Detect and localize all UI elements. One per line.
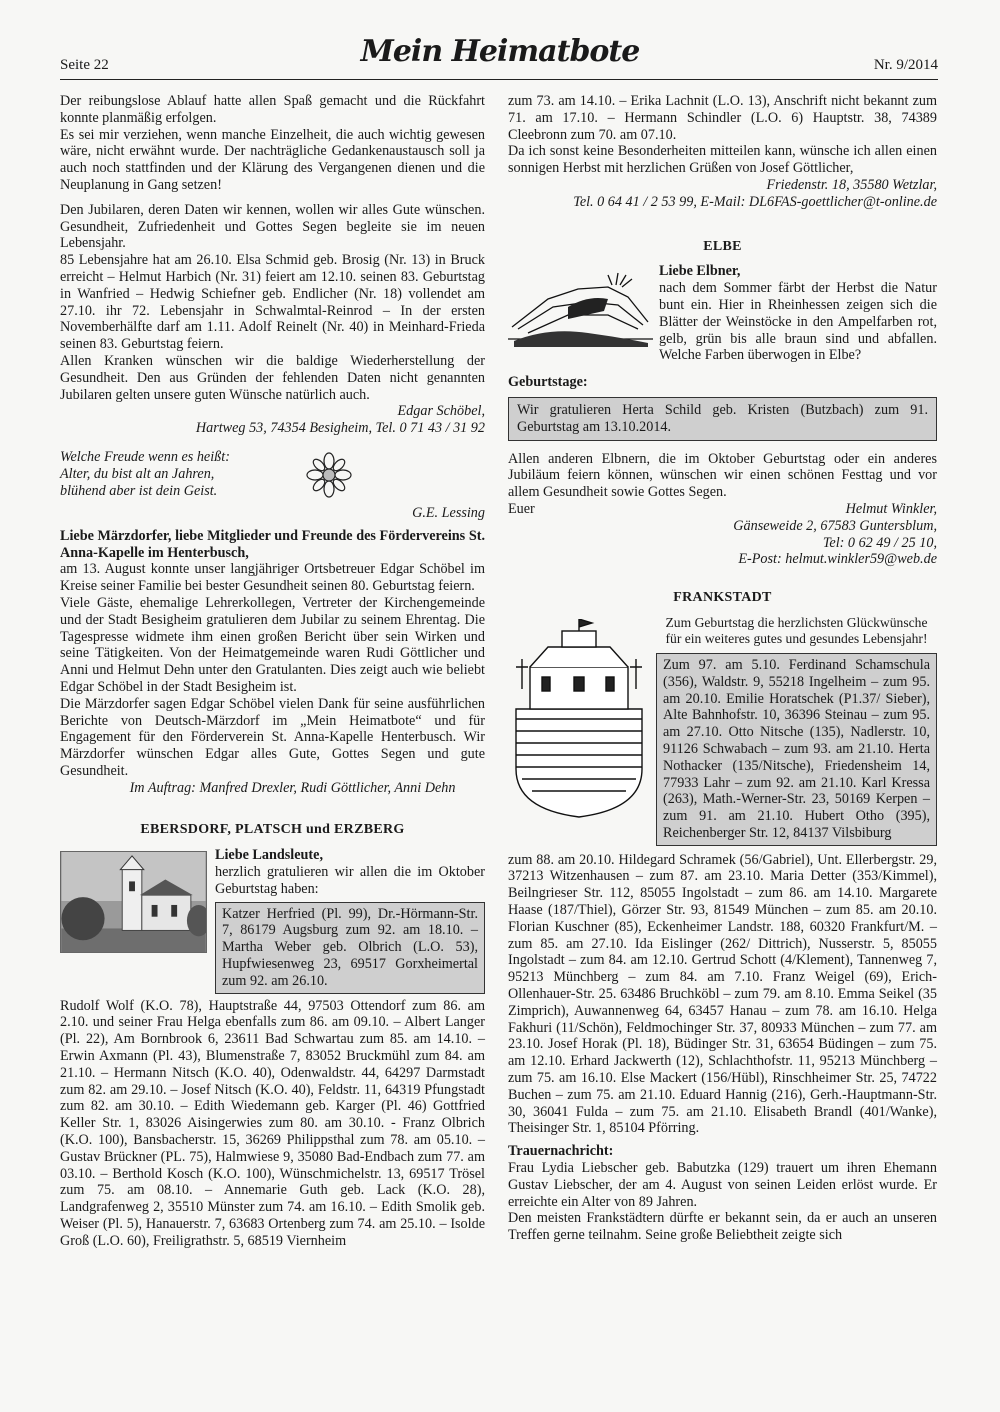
headline: Liebe Märzdorfer, liebe Mitglieder und Freunde des Fördervereins St. Anna-Kapelle im Henterbusch, xyxy=(60,527,485,561)
signature: Tel: 0 62 49 / 25 10, xyxy=(822,534,937,551)
ebersdorf-block xyxy=(60,847,485,993)
paragraph: Allen Kranken wünschen wir die baldige Wiederherstellung der Gesundheit. Den aus Gründen der fehlenden Daten nicht genannten Jubilaren gelten unsere guten Wünsche natürlich auch. xyxy=(60,352,485,403)
paragraph: 85 Lebensjahre hat am 26.10. Elsa Schmid geb. Brosig (Nr. 13) in Bruck erreicht – Helmut Harbich (Nr. 31) feiert am 12.10. seinen 83. Geburtstag in Wanfried – Hedwig Schiefner geb. Endlicher (Nr. 18) vollendet am 27.10. ihr 72. Lebensjahr in Schwalmtal-Reinrod – In der ersten Novemberhälfte darf am 1.11. Adolf Reinelt (Nr. 40) in Meinhard-Frieda seinen 83. Geburtstag feiern. xyxy=(60,252,485,353)
frankstadt-intro: Zum Geburtstag die herzlichsten Glückwünsche für ein weiteres gutes und gesundes Lebensjahr! xyxy=(665,614,928,646)
paragraph: am 13. August konnte unser langjähriger Ortsbetreuer Edgar Schöbel im Kreise seiner Familie bei bester Gesundheit seinen 80. Geburtstag feiern. xyxy=(60,561,485,595)
birthday-box: Katzer Herfried (Pl. 99), Dr.-Hörmann-Str. 7, 86179 Augsburg zum 92. am 18.10. – Martha Weber geb. Olbrich (L.O. 53), Hupfwiesenweg 23, 69517 Gorxheimertal zum 92. am 26.10. xyxy=(215,902,485,994)
flower-icon xyxy=(305,451,353,499)
paragraph: zum 73. am 14.10. – Erika Lachnit (L.O. 13), Anschrift nicht bekannt zum 71. am 17.10. – Hermann Schindler (L.O. 6) Hauptstr. 38, 74389 Cleebronn zum 70. am 07.10. xyxy=(508,93,937,143)
issue-number: Nr. 9/2014 xyxy=(873,57,938,73)
castle-emblem xyxy=(508,619,650,819)
paragraph: Da ich sonst keine Besonderheiten mitteilen kann, wünsche ich allen einen sonnigen Herbst mit herzlichen Grüßen von Josef Göttlicher, xyxy=(508,143,937,177)
signature: Helmut Winkler, xyxy=(845,500,937,517)
paragraph: Frau Lydia Liebscher geb. Babutzka (129) trauert um ihren Ehemann Gustav Liebscher, der am 4. August von seinen Leiden erlöst wurde. Er erreichte ein Alter von 89 Jahren. xyxy=(508,1160,937,1210)
paragraph: Es sei mir verziehen, wenn manche Einzelheit, die auch wichtig gewesen wäre, nicht erwähnt wurde. Der nachträgliche Gedankenaustausch soll ja auch noch stattfinden und der Klärung des Vergangenen dienen und die Neuplanung in Gang setzen! xyxy=(60,126,485,193)
signature: Im Auftrag: Manfred Drexler, Rudi Göttlicher, Anni Dehn xyxy=(129,779,456,796)
paragraph: Allen anderen Elbnern, die im Oktober Geburtstag oder ein anderes Jubiläum feiern können, wünschen wir einen schönen Festtag und vor allem Gesundheit sowie Gottes Segen. xyxy=(508,450,937,501)
signature: E-Post: helmut.winkler59@web.de xyxy=(738,551,937,568)
paragraph: Die Märzdorfer sagen Edgar Schöbel vielen Dank für seine ausführlichen Berichte von Deutsch-Märzdorf im „Mein Heimatbote“ und für Engagement für den Förderverein St. Anna-Kapelle Henterbusch. Wir Märzdorfer wünschen Edgar alles Gute, Gottes Segen und gute Gesundheit. xyxy=(60,695,485,779)
page-number: Seite 22 xyxy=(60,57,109,73)
quote-line: Alter, du bist alt an Jahren, xyxy=(60,465,215,482)
landscape-sketch xyxy=(508,267,653,347)
subheading: Geburtstage: xyxy=(508,374,588,391)
greeting: Liebe Elbner, xyxy=(659,263,741,280)
greeting: Liebe Landsleute, xyxy=(215,847,323,864)
paragraph: Den Jubilaren, deren Daten wir kennen, wollen wir alles Gute wünschen. Gesundheit, Zufriedenheit und Gottes Segen begleite sie im neuen Lebensjahr. xyxy=(60,201,485,252)
signature: Hartweg 53, 74354 Besigheim, Tel. 0 71 43 / 31 92 xyxy=(195,420,485,437)
signature: Edgar Schöbel, xyxy=(397,403,485,420)
paragraph: herzlich gratulieren wir allen die im Oktober Geburtstag haben: xyxy=(215,864,485,897)
quote-line: blühend aber ist dein Geist. xyxy=(60,482,218,499)
right-column xyxy=(508,93,937,1244)
quote-author: G.E. Lessing xyxy=(412,504,485,521)
paragraph: Der reibungslose Ablauf hatte allen Spaß gemacht und die Rückfahrt konnte planmäßig erfolgen. xyxy=(60,93,485,126)
left-column xyxy=(60,93,485,1250)
signature: Tel. 0 64 41 / 2 53 99, E-Mail: DL6FAS-goettlicher@t-online.de xyxy=(573,193,937,210)
signature: Gänseweide 2, 67583 Guntersblum, xyxy=(733,517,937,534)
paragraph: Den meisten Frankstädtern dürfte er bekannt sein, da er auch an unseren Treffen gerne teilnahm. Seine große Beliebtheit zeigte sich xyxy=(508,1210,937,1244)
paragraph: zum 88. am 20.10. Hildegard Schramek (56/Gabriel), Unt. Ellerbergstr. 29, 37213 Witzenhausen – zum 87. am 23.10. Maria Detter (353/Kimmel), Beilngrieser Str. 112, 85055 Ingolstadt – zum 86. am 14.10. Margarete Haase (187/Thiel), Görzer Str. 93, 81549 München – zum 85. am 20.10. Florian Kuschner (85), Eckenheimer Landstr. 188, 60320 Frankfurt/M. – zum 85. am 27.10. Ida Eislinger (262/ Dittrich), Nusserstr. 5, 85055 Ingolstadt – zum 84. am 12.10. Gertrud Schott (4/Klement), Tannenweg 7, 95213 Münchberg – zum 84. am 7.10. Franz Weigel (69), Erich-Ollenhauer-Str. 25. 63486 Bruchköbl – zum 79. am 8.10. Emma Seikel (35 Zimprich), Auwannenweg 64, 63457 Hanau – zum 78. am 16.10. Helga Fakhuri (11/Schön), Feldmochinger Str. 37, 80933 München – zum 77. am 23.10. Josef Horak (Pl. 18), Büdinger Str. 31, 63654 Büdingen – zum 75. am 12.10. Erhard Jackwerth (12), Schlachthofstr. 11, 95213 Münchberg – zum 75. am 16.10. Else Mackert (156/Hübl), Rinschheimer Str. 25, 74722 Buchen – zum 75. am 21.10. Eduard Hannig (216), Gerh.-Hauptmann-Str. 30, 36041 Fulda – zum 75. am 21.10. Elisabeth Brandl (401/Wanke), Theisinger Str. 1, 85104 Pförring. xyxy=(508,851,937,1137)
paragraph: nach dem Sommer färbt der Herbst die Natur bunt ein. Hier in Rheinhessen zeigen sich die Blätter der Weinstöcke in den Ampelfarben rot, gelb, grün bis alle braun sind und abfallen. Welche Farben überwogen in Elbe? xyxy=(659,280,937,364)
paragraph: Rudolf Wolf (K.O. 78), Hauptstraße 44, 97503 Ottendorf zum 86. am 2.10. und seiner Frau Helga ebenfalls zum 86. am 09.10. – Albert Langer (Pl. 22), Am Bornbrook 6, 23611 Bad Schwartau zum 85. am 14.10. – Erwin Axmann (Pl. 43), Blumenstraße 7, 83052 Bruckmühl zum 84. am 21.10. – Hermann Nitsch (K.O. 40), Odenwaldstr. 44, 64297 Darmstadt zum 82. am 29.10. – Josef Nitsch (K.O. 40), Feldstr. 11, 64319 Pfungstadt zum 82. am 30.10. – Edith Wiedemann geb. Karger (Pl. 46) Gottfried Keller Str. 1, 83026 Aisingerwies zum 80. am 30.10. - Franz Olbrich (K.O. 100), Bansbacherstr. 15, 36269 Philippsthal zum 78. am 05.10. – Gustav Brückner (PL. 75), Halmwiese 9, 35080 Bad-Endbach zum 77. am 03.10. – Berthold Kosch (K.O. 100), Wünschmichelstr. 13, 69517 Trösel zum 75. am 08.10. – Annemarie Guth geb. Lack (K.O. 28), Landgrafenweg 2, 35510 Münster zum 74. am 16.10. – Edith Smolik geb. Weiser (Pl. 5), Hanauerstr. 7, 63683 Ortenberg zum 74. am 25.10. – Isolde Groß (L.O. 60), Freiligrathstr. 5, 68519 Viernheim xyxy=(60,997,485,1249)
birthday-box: Zum 97. am 5.10. Ferdinand Schamschula (356), Waldstr. 9, 55218 Ingelheim – zum 95. am 20.10. Emilie Horatschek (P1.37/ Sieber), Alte Bahnhofstr. 10, 36396 Steinau – zum 95. am 27.10. Otto Nitsche (135), Nadlerstr. 10, 91126 Schwabach – zum 93. am 21.10. Herta Nothacker (135/Nitsche), Friedensheim 14, 77933 Lahr – zum 92. am 21.10. Karl Kressa (263), Math.-Werner-Str. 23, 50169 Kerpen – zum 91. am 21.10. Hubert Otho (395), Reichenberger Str. 12, 84137 Vilsbiburg xyxy=(656,653,937,846)
quote-line: Welche Freude wenn es heißt: xyxy=(60,448,230,465)
subheading: Trauernachricht: xyxy=(508,1143,614,1160)
section-title-frankstadt: FRANKSTADT xyxy=(673,590,772,606)
masthead-logo: Mein Heimatbote xyxy=(360,34,640,69)
section-title-elbe: ELBE xyxy=(703,238,742,254)
church-photo xyxy=(60,851,207,953)
signature: Friedenstr. 18, 35580 Wetzlar, xyxy=(766,176,937,193)
header-rule xyxy=(60,79,938,80)
birthday-box: Wir gratulieren Herta Schild geb. Kristen (Butzbach) zum 91. Geburtstag am 13.10.2014. xyxy=(508,397,937,441)
quote-block xyxy=(60,449,485,517)
closing: Euer xyxy=(508,500,535,517)
section-title-ebersdorf: EBERSDORF, PLATSCH und ERZBERG xyxy=(140,822,405,838)
paragraph: Viele Gäste, ehemalige Lehrerkollegen, Vertreter der Kirchengemeinde und der Stadt Besigheim gratulieren dem Jubilar zu seinem Ehrentag. Die Tagespresse widmete ihm einen großen Bericht über sein Wirken und seine Tätigkeiten. Von der Heimatgemeinde waren Rudi Göttlicher und Anni und Helmut Dehn unter den Gratulanten. Dies zeigt auch wie beliebt Edgar Schöbel in der Stadt Besigheim ist. xyxy=(60,594,485,695)
